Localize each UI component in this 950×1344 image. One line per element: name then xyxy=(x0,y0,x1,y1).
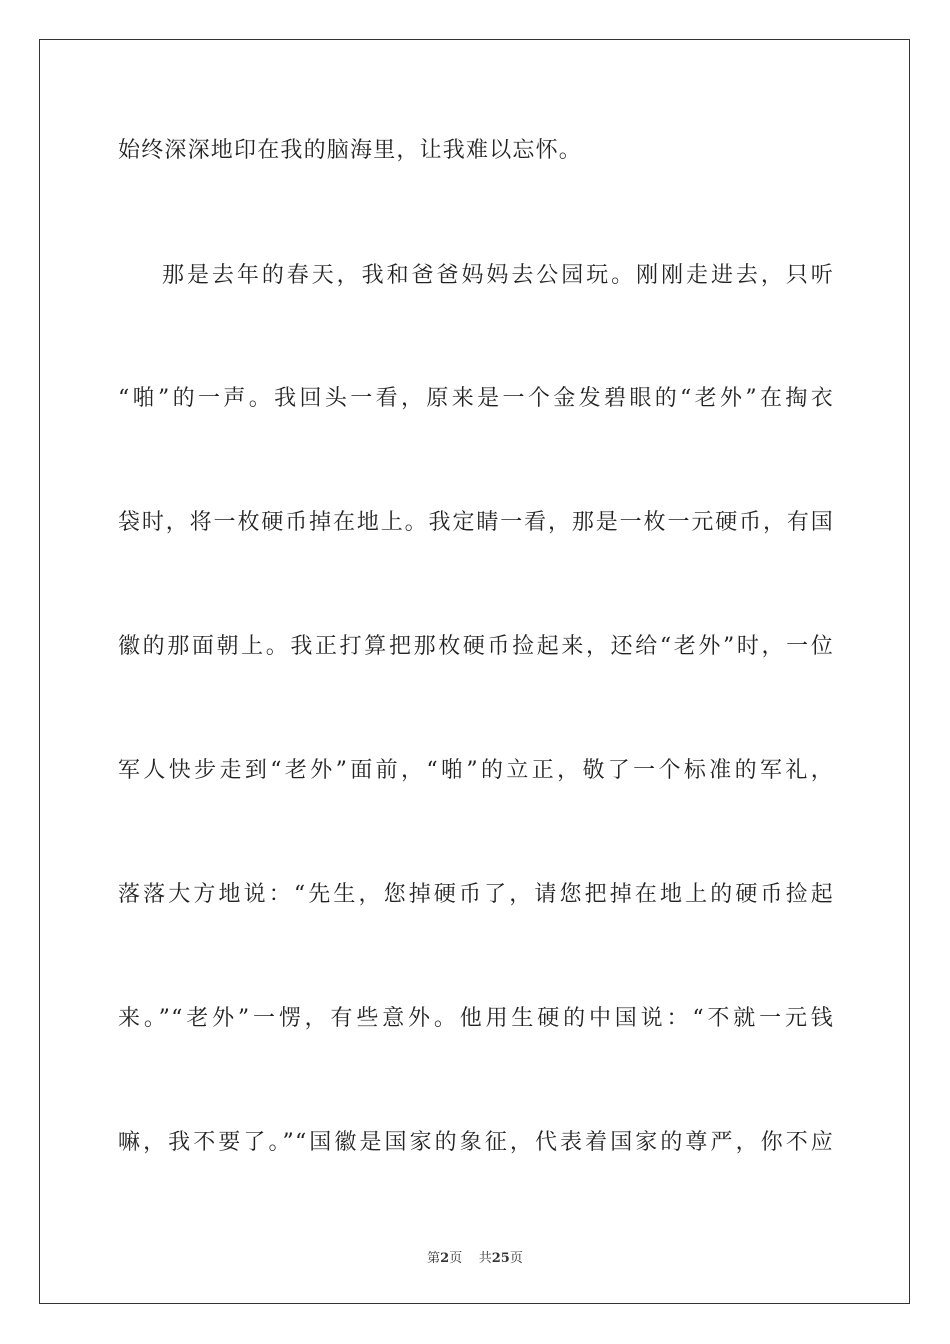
footer-total-pages: 25 xyxy=(491,1251,510,1266)
body-line: 徽的那面朝上。我正打算把那枚硬币捡起来，还给“老外”时，一位 xyxy=(118,634,834,659)
body-line: 袋时，将一枚硬币掉在地上。我定睛一看，那是一枚一元硬币，有国 xyxy=(118,510,834,535)
body-line: 军人快步走到“老外”面前，“啪”的立正，敬了一个标准的军礼， xyxy=(118,758,834,783)
footer-page-prefix: 第 xyxy=(427,1251,441,1266)
body-line: 来。”“老外”一愣，有些意外。他用生硬的中国说：“不就一元钱 xyxy=(118,1006,834,1031)
footer-total-prefix: 共 xyxy=(478,1251,492,1266)
footer-total-suffix: 页 xyxy=(509,1251,523,1266)
page-footer xyxy=(0,1247,950,1266)
body-line: “啪”的一声。我回头一看，原来是一个金发碧眼的“老外”在掏衣 xyxy=(118,386,834,411)
body-line: 始终深深地印在我的脑海里，让我难以忘怀。 xyxy=(118,138,583,163)
footer-page-number: 2 xyxy=(440,1251,450,1266)
paragraph-start-line: 那是去年的春天，我和爸爸妈妈去公园玩。刚刚走进去，只听 xyxy=(162,263,834,288)
body-line: 嘛，我不要了。”“国徽是国家的象征，代表着国家的尊严，你不应 xyxy=(118,1130,834,1155)
page-frame xyxy=(39,39,910,1304)
body-line: 落落大方地说：“先生，您掉硬币了，请您把掉在地上的硬币捡起 xyxy=(118,882,834,907)
footer-page-suffix: 页 xyxy=(449,1251,463,1266)
